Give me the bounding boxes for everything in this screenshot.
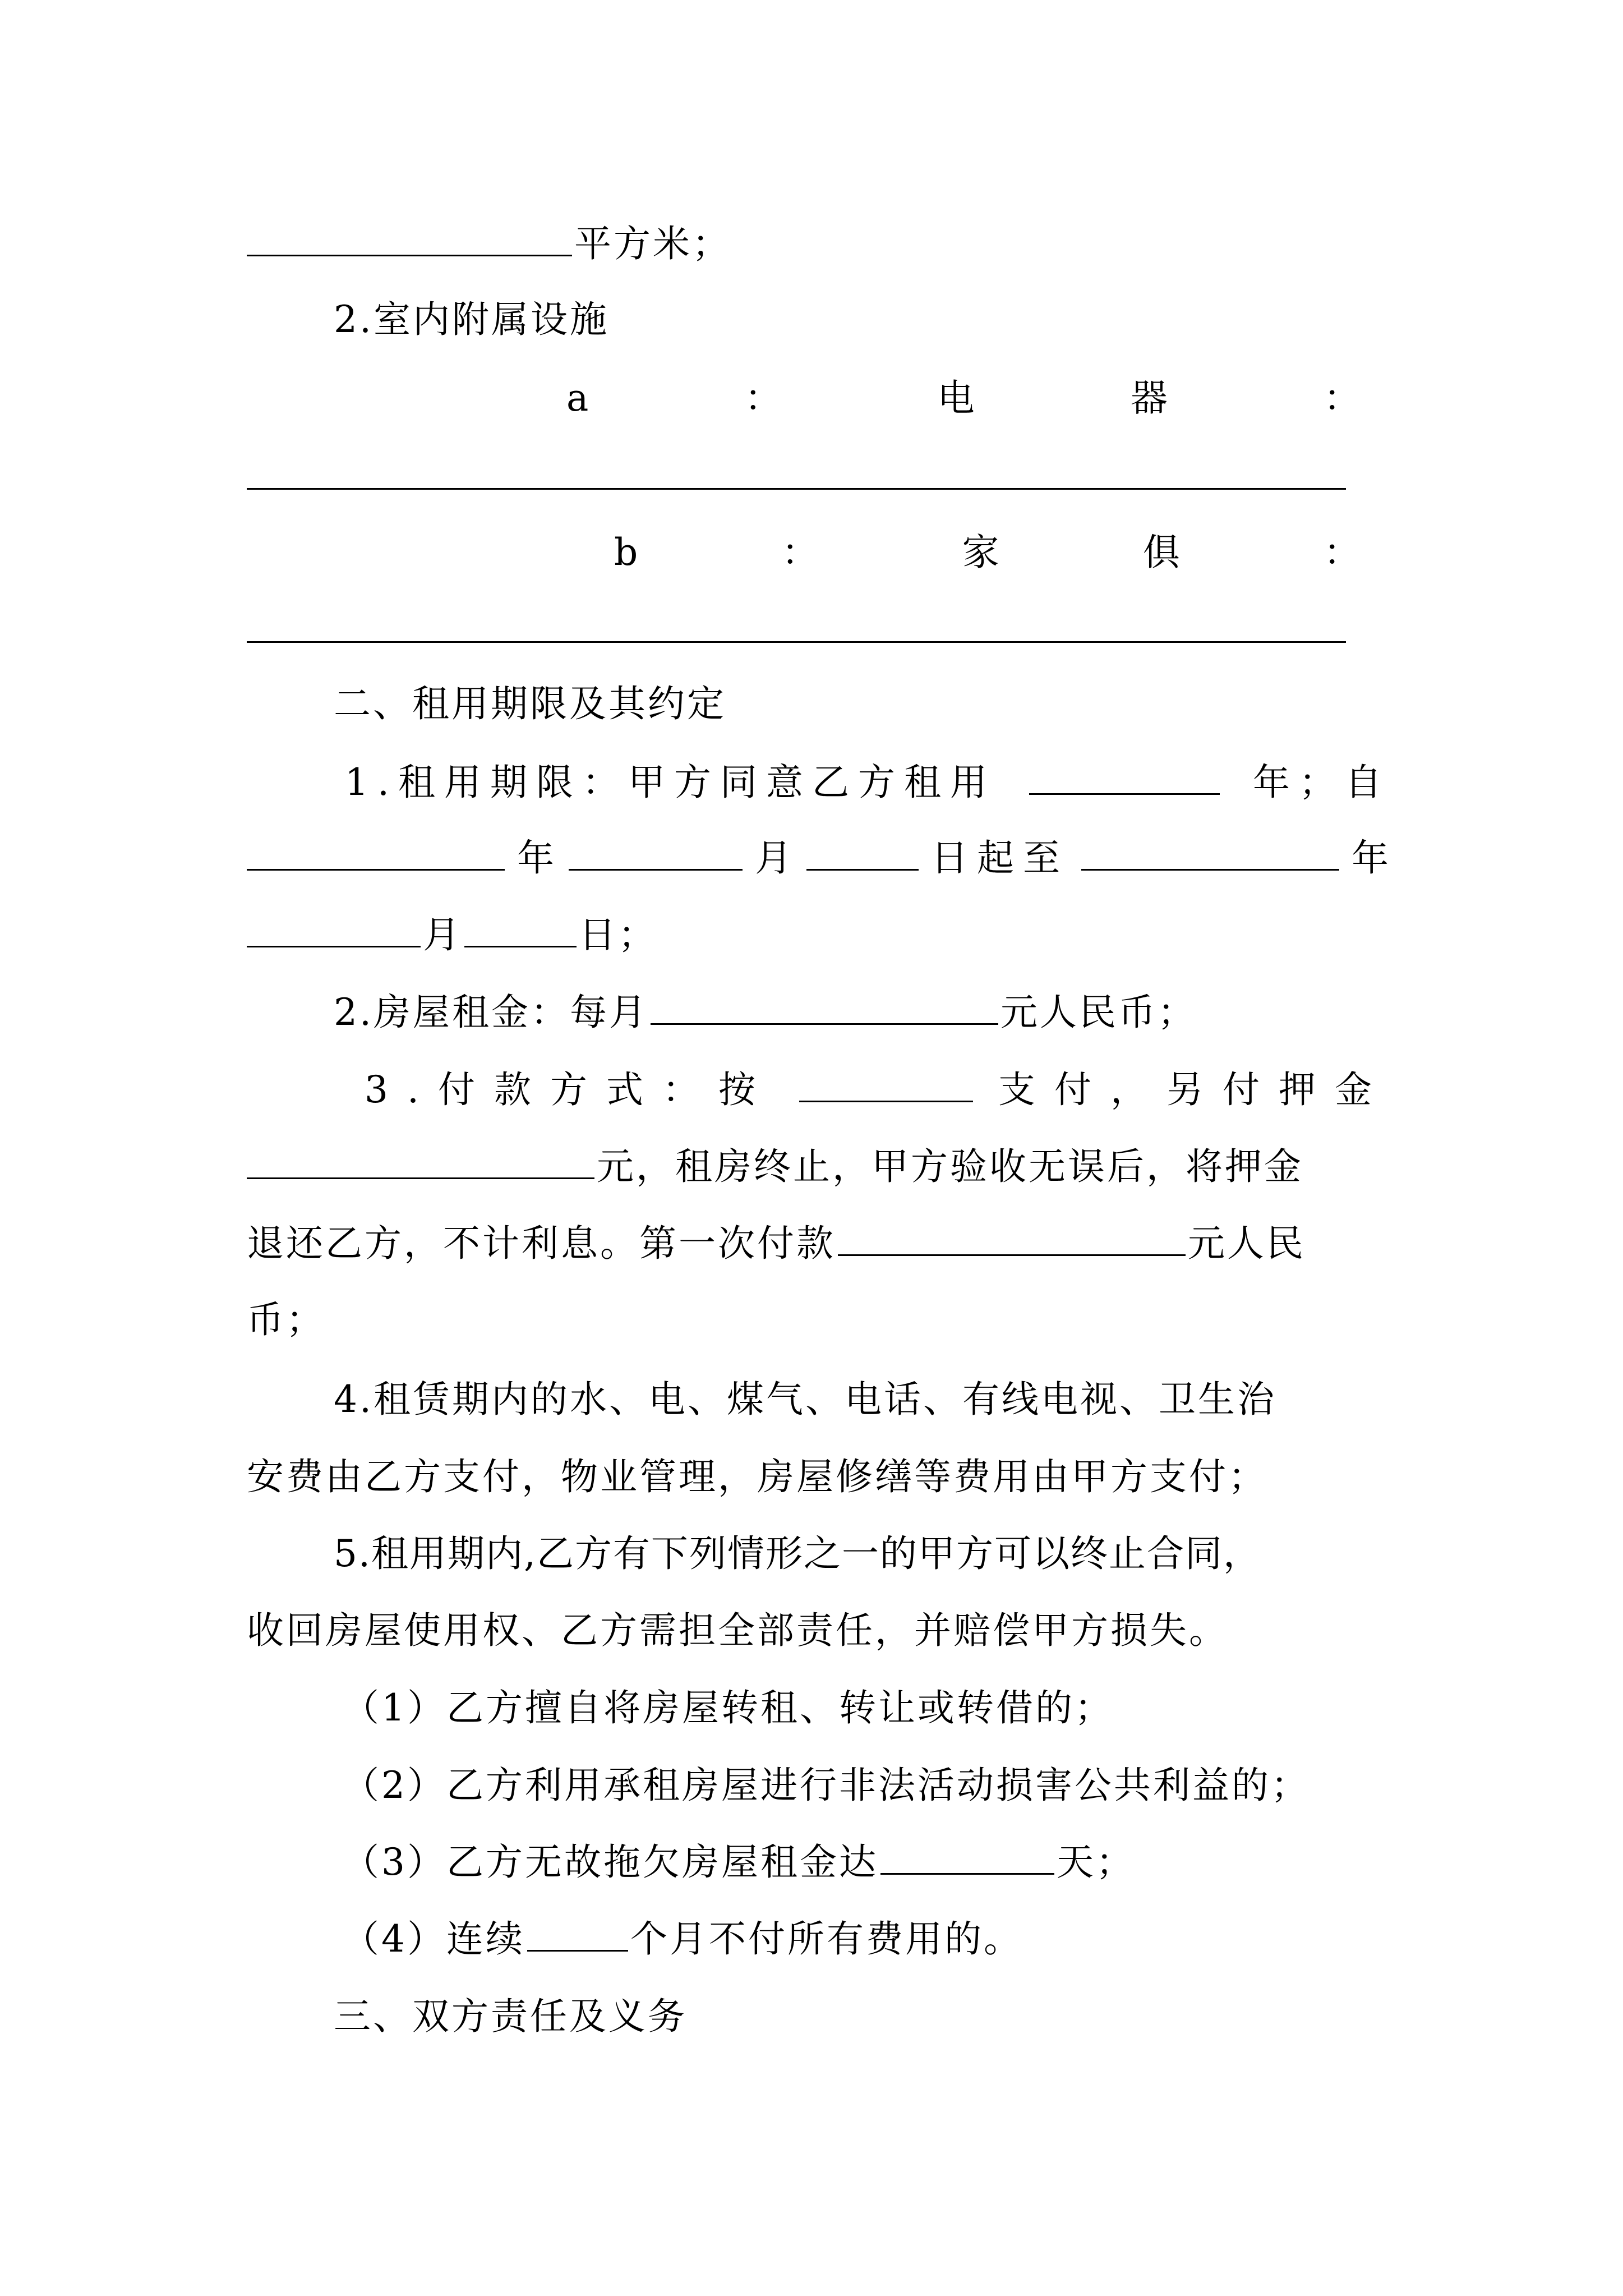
deposit-terms-text: 元，租房终止，甲方验收无误后，将押金 bbox=[597, 1145, 1303, 1188]
rent-label: 2.房屋租金：每月 bbox=[334, 991, 648, 1034]
condition-item-4 bbox=[342, 1908, 1385, 1970]
section-3-title bbox=[334, 1986, 1343, 2047]
start-month-unit: 月 bbox=[755, 836, 794, 880]
rent-line bbox=[334, 982, 1388, 1043]
utilities-line-1-text: 4.租赁期内的水、电、煤气、电话、有线电视、卫生治 bbox=[334, 1378, 1276, 1421]
rent-amount-blank bbox=[651, 986, 998, 1025]
condition-item-4-text: （4）连续 bbox=[342, 1917, 525, 1961]
unpaid-months-blank bbox=[527, 1913, 628, 1952]
end-day-blank bbox=[464, 909, 577, 947]
payment-line-1 bbox=[365, 1059, 1391, 1121]
item-b-label: b bbox=[614, 531, 640, 574]
payment-line-4 bbox=[247, 1289, 1391, 1351]
termination-line-1 bbox=[334, 1523, 1388, 1585]
first-payment-label: 退还乙方，不计利息。第一次付款 bbox=[247, 1222, 836, 1265]
lease-term-label: 1.租用期限：甲方同意乙方租用 bbox=[345, 761, 996, 804]
end-month-blank bbox=[247, 909, 421, 947]
payment-method-blank bbox=[799, 1064, 973, 1102]
appliances-line bbox=[566, 367, 1363, 429]
appliances-blank-line bbox=[247, 488, 1346, 490]
condition-item-4-suffix: 个月不付所有费用的。 bbox=[630, 1917, 1023, 1961]
appliances-colon: ： bbox=[1323, 376, 1363, 420]
payment-line-2 bbox=[247, 1136, 1391, 1198]
facilities-heading-text: 2.室内附属设施 bbox=[334, 298, 609, 341]
utilities-line-2 bbox=[247, 1446, 1413, 1508]
facilities-heading bbox=[334, 289, 1343, 351]
lease-term-line-1 bbox=[345, 752, 1391, 813]
start-month-blank bbox=[569, 832, 743, 871]
area-unit-text: 平方米； bbox=[574, 222, 731, 265]
first-payment-blank bbox=[838, 1217, 1186, 1256]
condition-item-2-text: （2）乙方利用承租房屋进行非法活动损害公共利益的； bbox=[342, 1764, 1310, 1807]
first-payment-unit: 元人民 bbox=[1188, 1222, 1306, 1265]
area-line bbox=[247, 213, 1391, 275]
lease-years-blank bbox=[1029, 756, 1220, 795]
end-year-blank bbox=[1081, 832, 1339, 871]
termination-line-2-text: 收回房屋使用权、乙方需担全部责任，并赔偿甲方损失。 bbox=[247, 1609, 1228, 1652]
furniture-colon: ： bbox=[1324, 531, 1363, 574]
appliances-char-2: 器 bbox=[1130, 376, 1170, 420]
condition-item-2 bbox=[342, 1755, 1391, 1816]
start-day-blank bbox=[806, 832, 919, 871]
item-b-colon: ： bbox=[781, 531, 821, 574]
end-month-unit: 月 bbox=[423, 913, 462, 956]
termination-line-1-text: 5.租用期内,乙方有下列情形之一的甲方可以终止合同， bbox=[334, 1532, 1261, 1575]
furniture-char-1: 家 bbox=[962, 531, 1002, 574]
furniture-line bbox=[614, 522, 1363, 583]
condition-item-3 bbox=[342, 1832, 1385, 1893]
appliances-char-1: 电 bbox=[937, 376, 977, 420]
start-year-unit: 年 bbox=[517, 836, 556, 880]
utilities-line-1 bbox=[334, 1369, 1388, 1430]
item-a-label: a bbox=[566, 376, 591, 420]
condition-item-3-text: （3）乙方无故拖欠房屋租金达 bbox=[342, 1841, 878, 1884]
section-3-title-text: 三、双方责任及义务 bbox=[334, 1995, 687, 2038]
area-blank bbox=[247, 218, 572, 256]
utilities-line-2-text: 安费由乙方支付，物业管理，房屋修缮等费用由甲方支付； bbox=[247, 1455, 1267, 1498]
furniture-blank-line bbox=[247, 641, 1346, 643]
payment-method-label: 3.付款方式：按 bbox=[365, 1068, 774, 1111]
start-day-unit: 日起至 bbox=[931, 836, 1069, 880]
section-2-title-text: 二、租用期限及其约定 bbox=[334, 682, 726, 725]
payment-line-3 bbox=[247, 1213, 1391, 1274]
end-year-unit: 年 bbox=[1352, 836, 1391, 880]
section-2-title bbox=[334, 673, 1343, 735]
condition-item-1-text: （1）乙方擅自将房屋转租、转让或转借的； bbox=[342, 1686, 1114, 1729]
end-day-unit: 日； bbox=[579, 913, 657, 956]
termination-line-2 bbox=[247, 1600, 1391, 1662]
furniture-char-2: 俱 bbox=[1142, 531, 1182, 574]
lease-years-suffix: 年；自 bbox=[1252, 761, 1391, 804]
overdue-days-unit: 天； bbox=[1057, 1841, 1135, 1884]
start-year-blank bbox=[247, 832, 505, 871]
lease-term-line-2 bbox=[247, 827, 1391, 889]
condition-item-1 bbox=[342, 1677, 1385, 1739]
deposit-amount-blank bbox=[247, 1140, 594, 1179]
item-a-colon: ： bbox=[744, 376, 784, 420]
deposit-label: 支付，另付押金 bbox=[998, 1068, 1391, 1111]
rent-unit: 元人民币； bbox=[1000, 991, 1197, 1034]
currency-text: 币； bbox=[247, 1298, 325, 1341]
lease-term-line-3 bbox=[247, 904, 1391, 966]
overdue-days-blank bbox=[880, 1836, 1054, 1875]
